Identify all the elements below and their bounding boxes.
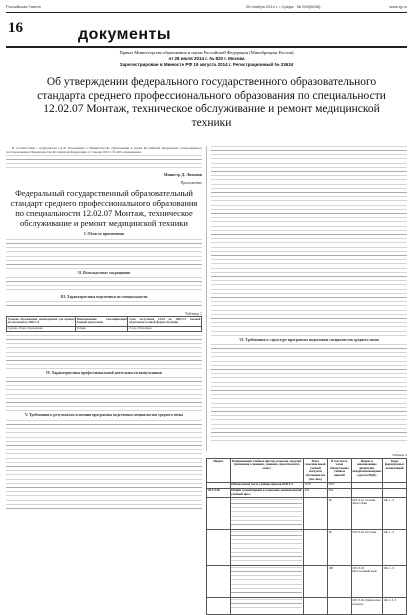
page-number: 16 xyxy=(8,20,23,36)
intro-text: В соответствии с подпунктом 5.2.41 Положения о Министерстве образования и науки Российской Федерации, утвержденного постановлением Правительства Российской Федерации от 3 июня 2013 г. № 466, приказываю: xyxy=(6,146,202,155)
document-title: Об утверждении федерального государственного образовательного стандарта среднего профессионального образования по специальности 12.02.07 Монтаж, техническое обслуживание и ремонт медицинской техники xyxy=(37,76,386,129)
body-text-block xyxy=(6,377,202,411)
table-row: 48 ОГСЭ.02. История ОК 1 - 9 xyxy=(207,530,407,566)
page-header xyxy=(6,2,407,12)
table-row: 48 ОГСЭ.01. Основы философии ОК 1 - 9 xyxy=(207,497,407,529)
section-rule xyxy=(6,46,407,48)
site-url: www.rg.ru xyxy=(389,4,407,9)
section-heading-1: I. Область применения xyxy=(84,232,124,237)
table-header: Уровень образования, необходимый для приема на обучение по ППССЗ xyxy=(7,316,75,325)
order-line-1: Приказ Министерства образования и науки Российской Федерации (Минобрнауки России) xyxy=(119,50,294,55)
table-row: 168 ОГСЭ.03. Иностранный язык ОК 1 - 9 xyxy=(207,566,407,598)
section-heading-6: VI. Требования к структуре программы подготовки специалистов среднего звена xyxy=(239,338,379,342)
table-header: Наименование учебных циклов, разделов, модулей, требования к знаниям, умениям, практическому опыту xyxy=(230,459,303,483)
body-text-block xyxy=(6,239,202,269)
table-header: Коды формируемых компетенций xyxy=(383,459,407,483)
order-line-2: от 28 июля 2014 г. № 820 г. Москва xyxy=(168,56,245,61)
standard-title: Федеральный государственный образовательный стандарт среднего профессионального образования по специальности 12.02.07 Монтаж, техническое обслуживание и ремонт медицинской техники xyxy=(10,188,198,229)
left-column xyxy=(6,146,202,510)
curriculum-table-wrap xyxy=(206,453,407,615)
section-heading-4: IV. Характеристика профессиональной деятельности выпускников xyxy=(46,371,162,376)
body-text-block xyxy=(6,155,202,171)
table-row: ОГСЭ.00 Общий гуманитарный и социально-экономический учебный цикл 456 304 xyxy=(207,488,407,497)
body-text-block xyxy=(6,335,202,369)
minister-signature: Министр Д. Ливанов xyxy=(163,171,202,177)
section-heading-5: V. Требования к результатам освоения программы подготовки специалистов среднего звена xyxy=(24,413,184,418)
curriculum-table xyxy=(206,458,407,615)
table-row: среднее общее образование Техник 2 года 10 месяцев xyxy=(7,326,202,332)
section-heading-3: III. Характеристика подготовки по специальности xyxy=(60,294,148,299)
issue-date: 26 ноября 2014 г. • Среда № 269(6538) xyxy=(246,4,321,9)
header-rule xyxy=(6,12,407,13)
table-row: ОГСЭ.04. Физическая культура ОК 2, 3, 6 xyxy=(207,598,407,614)
body-text-block xyxy=(211,146,407,336)
table-header: Срок получения СПО по ППССЗ базовой подготовки в очной форме обучения xyxy=(128,316,201,325)
right-column xyxy=(211,146,407,444)
newspaper-name: Российская Газета xyxy=(6,4,41,9)
table-header: Индекс xyxy=(207,459,231,483)
table-header: Всего максимальной учебной нагрузки обучающегося (час./нед.) xyxy=(305,458,326,481)
table-header: В том числе часов обязательных учебных занятий xyxy=(327,459,351,483)
table1-label: Таблица 1 xyxy=(184,310,202,316)
section-heading-2: II. Используемые сокращения xyxy=(78,270,130,275)
table-row: Обязательная часть учебных циклов ППССЗ 3078 2052 xyxy=(207,482,407,488)
body-text-block xyxy=(6,277,202,293)
body-text-block xyxy=(6,420,202,510)
order-line-3: Зарегистрирован в Минюсте РФ 19 августа 2014 г. Регистрационный № 33634 xyxy=(119,62,294,67)
table-header: Наименование квалификации базовой подготовки xyxy=(76,316,127,325)
table3-label: Таблица 3 xyxy=(392,453,407,457)
table-header: Индекс и наименование дисциплин, междисциплинарных курсов (МДК) xyxy=(351,459,382,483)
section-title: документы xyxy=(78,26,172,43)
body-text-block xyxy=(6,301,202,309)
body-text-block xyxy=(211,344,407,444)
column-divider xyxy=(206,146,207,451)
table-1 xyxy=(6,316,202,332)
appendix-label: Приложение xyxy=(180,180,202,186)
order-info xyxy=(60,50,353,68)
